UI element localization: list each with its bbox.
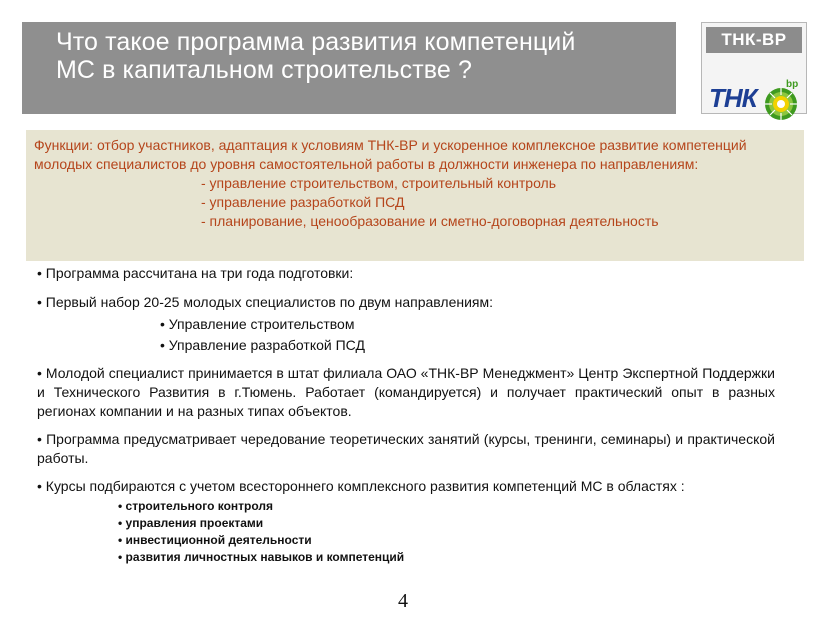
bp-logo-text: bp bbox=[786, 79, 799, 90]
title-line-1: Что такое программа развития компетенций bbox=[56, 28, 576, 56]
course-area-item: • управления проектами bbox=[118, 516, 264, 530]
functions-intro: Функции: отбор участников, адаптация к условиям ТНК-ВР и ускоренное комплексное развитие компетенций молодых специалистов до уровня самостоятельной работы в должности инженера по направлениям: bbox=[34, 137, 747, 172]
bullet-alternation: • Программа предусматривает чередование теоретических занятий (курсы, тренинги, семинары) и практической работы. bbox=[37, 431, 775, 466]
bp-helios-icon bbox=[764, 87, 798, 121]
company-logo bbox=[701, 22, 807, 114]
course-area-item: • инвестиционной деятельности bbox=[118, 533, 312, 547]
bullet-first-intake: • Первый набор 20-25 молодых специалистов по двум направлениям: bbox=[37, 294, 494, 310]
functions-item: - управление строительством, строительный контроль bbox=[201, 175, 557, 191]
direction-item: • Управление строительством bbox=[160, 316, 355, 332]
course-area-item: • строительного контроля bbox=[118, 499, 274, 513]
direction-item: • Управление разработкой ПСД bbox=[160, 337, 365, 353]
page-number: 4 bbox=[398, 590, 408, 612]
title-line-2: МС в капитальном строительстве ? bbox=[56, 56, 472, 84]
tnk-logo-text: ТНК bbox=[709, 83, 757, 113]
functions-box bbox=[26, 130, 804, 261]
course-area-item: • развития личностных навыков и компетенций bbox=[118, 550, 405, 564]
directions-list bbox=[37, 314, 775, 356]
page-title bbox=[56, 28, 676, 84]
bullet-employment: • Молодой специалист принимается в штат филиала ОАО «ТНК-ВР Менеджмент» Центр Экспертной Поддержки и Технического Развития в г.Тюмень. Работает (командируется) и получает практический опыт в разных регионах компании и на разных типах объектов. bbox=[37, 365, 775, 419]
bullet-duration: • Программа рассчитана на три года подготовки: bbox=[37, 265, 354, 281]
functions-item: - управление разработкой ПСД bbox=[201, 194, 405, 210]
title-bar bbox=[22, 22, 676, 114]
functions-list bbox=[34, 174, 796, 231]
bullet-courses: • Курсы подбираются с учетом всестороннего комплексного развития компетенций МС в областях : bbox=[37, 478, 685, 494]
course-areas-list bbox=[37, 498, 775, 566]
body-text bbox=[37, 264, 775, 566]
functions-item: - планирование, ценообразование и сметно-договорная деятельность bbox=[201, 213, 659, 229]
logo-top-text: ТНК-ВР bbox=[706, 27, 802, 53]
